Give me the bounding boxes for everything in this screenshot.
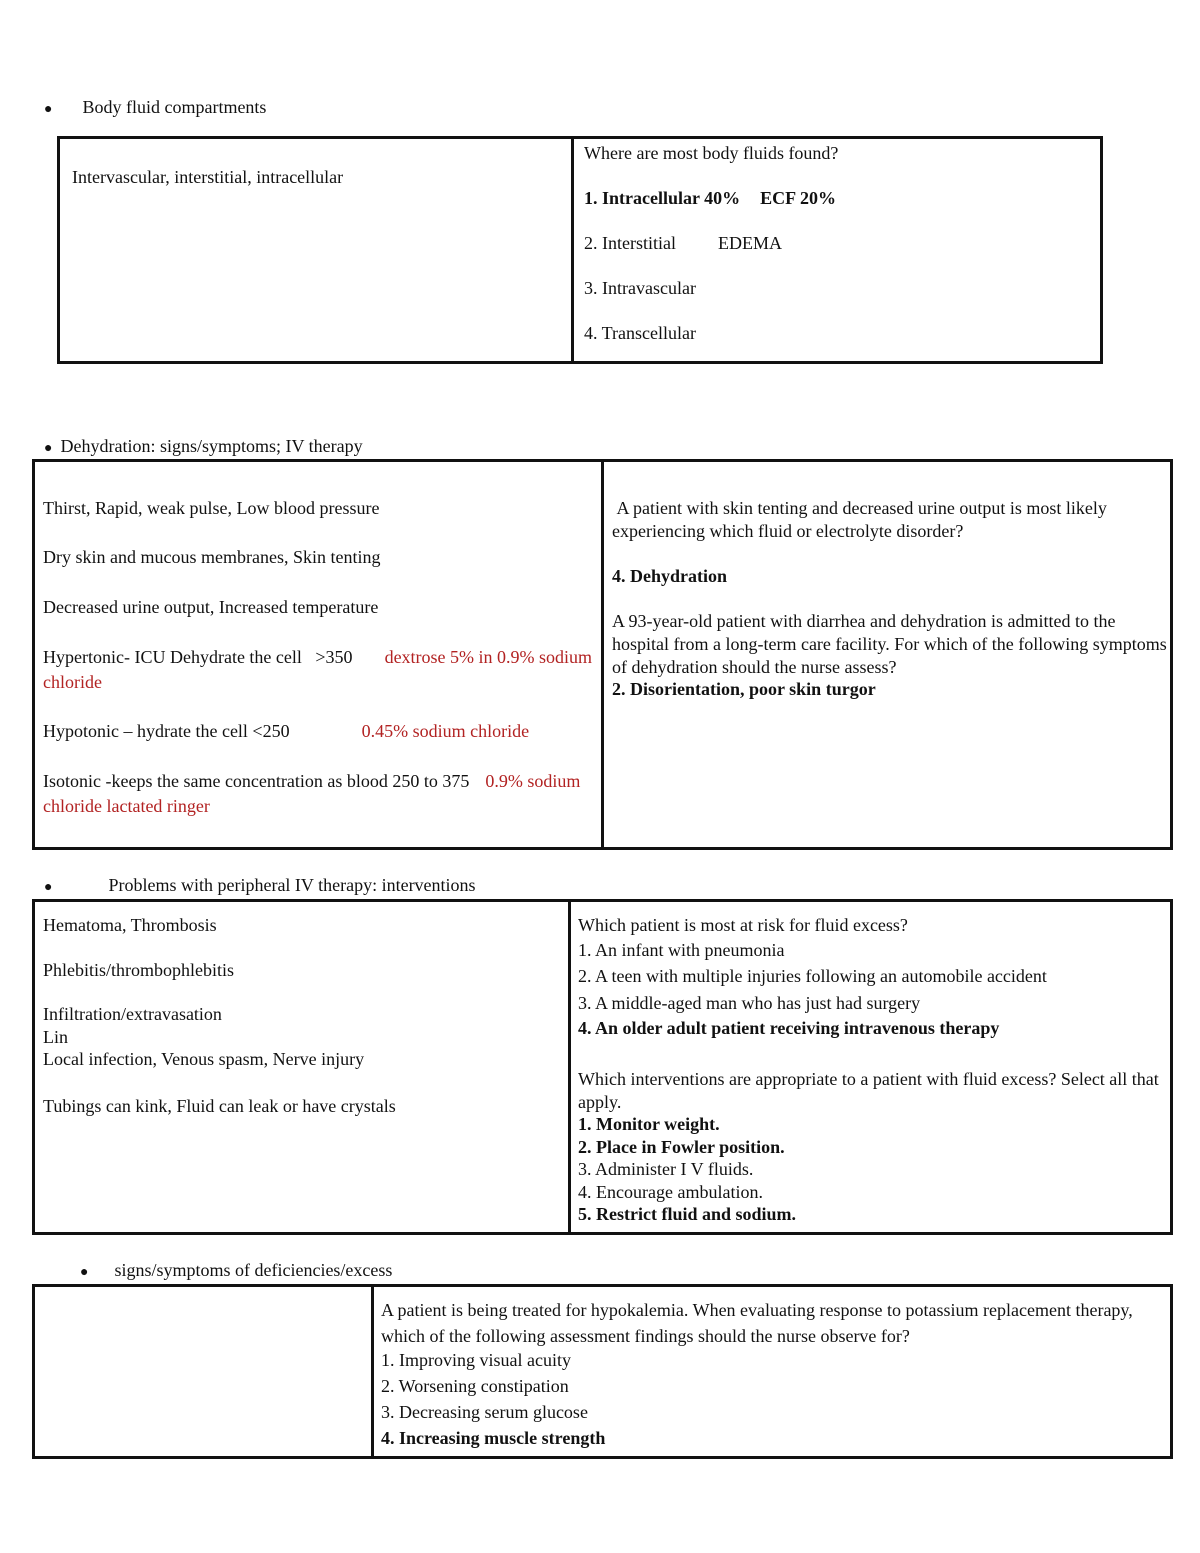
problem-line: Local infection, Venous spasm, Nerve injury — [43, 1049, 365, 1069]
question-text: Which patient is most at risk for fluid excess? — [578, 915, 908, 935]
dehydration-table — [32, 459, 1173, 850]
compartments-text: Intervascular, interstitial, intracellular — [72, 167, 344, 187]
body-fluid-left-cell — [59, 138, 573, 363]
option-line: 3. Administer I V fluids. — [578, 1159, 754, 1179]
bullet-icon: ● — [44, 880, 53, 895]
answer-line — [584, 187, 836, 210]
symptom-line: Decreased urine output, Increased temperature — [43, 597, 379, 617]
option-line: 3. Intravascular — [584, 278, 696, 298]
option-line: 2. Worsening constipation — [381, 1376, 569, 1396]
symptom-line: Dry skin and mucous membranes, Skin tenting — [43, 547, 381, 567]
section-heading-body-fluid — [44, 96, 266, 121]
hypertonic-solution: dextrose 5% in 0.9% sodium chloride — [43, 647, 593, 692]
hypertonic-text: Hypertonic- ICU Dehydrate the cell >350 — [43, 647, 353, 667]
answer-intracellular: 1. Intracellular 40% — [584, 188, 741, 208]
question-text: A 93-year-old patient with diarrhea and dehydration is admitted to the hospital from a long-term care facility. For which of the following symptoms of dehydration should the nurse assess? — [612, 611, 1167, 677]
heading-text: Dehydration: signs/symptoms; IV therapy — [60, 436, 363, 456]
isotonic-solution: 0.9% sodium chloride lactated ringer — [43, 771, 581, 816]
hypotonic-entry — [43, 720, 529, 743]
answer-line: 4. An older adult patient receiving intravenous therapy — [578, 1018, 1000, 1038]
option-line: 3. A middle-aged man who has just had surgery — [578, 993, 921, 1013]
iv-therapy-table — [32, 899, 1173, 1235]
option-interstitial: 2. Interstitial — [584, 233, 676, 253]
answer-line: 5. Restrict fluid and sodium. — [578, 1204, 797, 1224]
answer-text: 4. Dehydration — [612, 566, 728, 586]
problem-line: Lin — [43, 1027, 68, 1047]
question-1: A patient with skin tenting and decreased urine output is most likely experiencing which fluid or electrolyte disorder? — [612, 498, 1107, 541]
section-heading-iv-therapy — [44, 874, 476, 899]
dehydration-left-cell — [34, 461, 603, 849]
body-fluid-right-cell — [573, 138, 1102, 363]
heading-text: Body fluid compartments — [82, 97, 267, 117]
section-heading-deficiencies — [80, 1259, 392, 1284]
body-fluid-table — [57, 136, 1103, 364]
dehydration-right-cell — [603, 461, 1172, 849]
option-line: 2. A teen with multiple injuries following an automobile accident — [578, 966, 1047, 986]
answer-line: 1. Monitor weight. — [578, 1114, 720, 1134]
deficiencies-right-cell — [373, 1286, 1172, 1458]
option-line: 4. Encourage ambulation. — [578, 1182, 763, 1202]
iv-therapy-right-cell — [570, 901, 1172, 1234]
answer-ecf: ECF 20% — [760, 188, 836, 208]
iv-therapy-left-cell — [34, 901, 570, 1234]
answer-line: 2. Place in Fowler position. — [578, 1137, 785, 1157]
bullet-icon: ● — [80, 1265, 89, 1280]
problem-line: Phlebitis/thrombophlebitis — [43, 960, 235, 980]
bullet-icon: ● — [44, 102, 53, 117]
option-line: 3. Decreasing serum glucose — [381, 1402, 588, 1422]
deficiencies-left-cell — [34, 1286, 373, 1458]
deficiencies-table — [32, 1284, 1173, 1459]
heading-text: Problems with peripheral IV therapy: interventions — [108, 875, 476, 895]
problem-line: Tubings can kink, Fluid can leak or have crystals — [43, 1096, 396, 1116]
option-line: 4. Transcellular — [584, 323, 696, 343]
question-text: Where are most body fluids found? — [584, 143, 839, 163]
bullet-icon: ● — [44, 441, 53, 456]
heading-text: signs/symptoms of deficiencies/excess — [114, 1260, 393, 1280]
problem-line: Hematoma, Thrombosis — [43, 915, 217, 935]
question-text: Which interventions are appropriate to a patient with fluid excess? Select all that apply. — [578, 1069, 1159, 1112]
isotonic-entry — [43, 769, 599, 819]
hypotonic-text: Hypotonic – hydrate the cell <250 — [43, 721, 290, 741]
option-edema: EDEMA — [717, 233, 782, 253]
isotonic-text: Isotonic -keeps the same concentration as blood 250 to 375 — [43, 771, 470, 791]
option-line: 1. An infant with pneumonia — [578, 940, 785, 960]
question-text — [612, 497, 1167, 543]
option-line — [584, 232, 782, 255]
answer-line: 4. Increasing muscle strength — [381, 1428, 606, 1448]
problem-line: Infiltration/extravasation — [43, 1004, 222, 1024]
section-heading-dehydration — [44, 435, 363, 460]
answer-text: 2. Disorientation, poor skin turgor — [612, 679, 876, 699]
symptom-line: Thirst, Rapid, weak pulse, Low blood pressure — [43, 498, 380, 518]
question-text: A patient is being treated for hypokalemia. When evaluating response to potassium replacement therapy, which of the following assessment findings should the nurse observe for? — [381, 1300, 1133, 1346]
hypertonic-entry — [43, 645, 599, 695]
option-line: 1. Improving visual acuity — [381, 1350, 571, 1370]
hypotonic-solution: 0.45% sodium chloride — [361, 721, 530, 741]
